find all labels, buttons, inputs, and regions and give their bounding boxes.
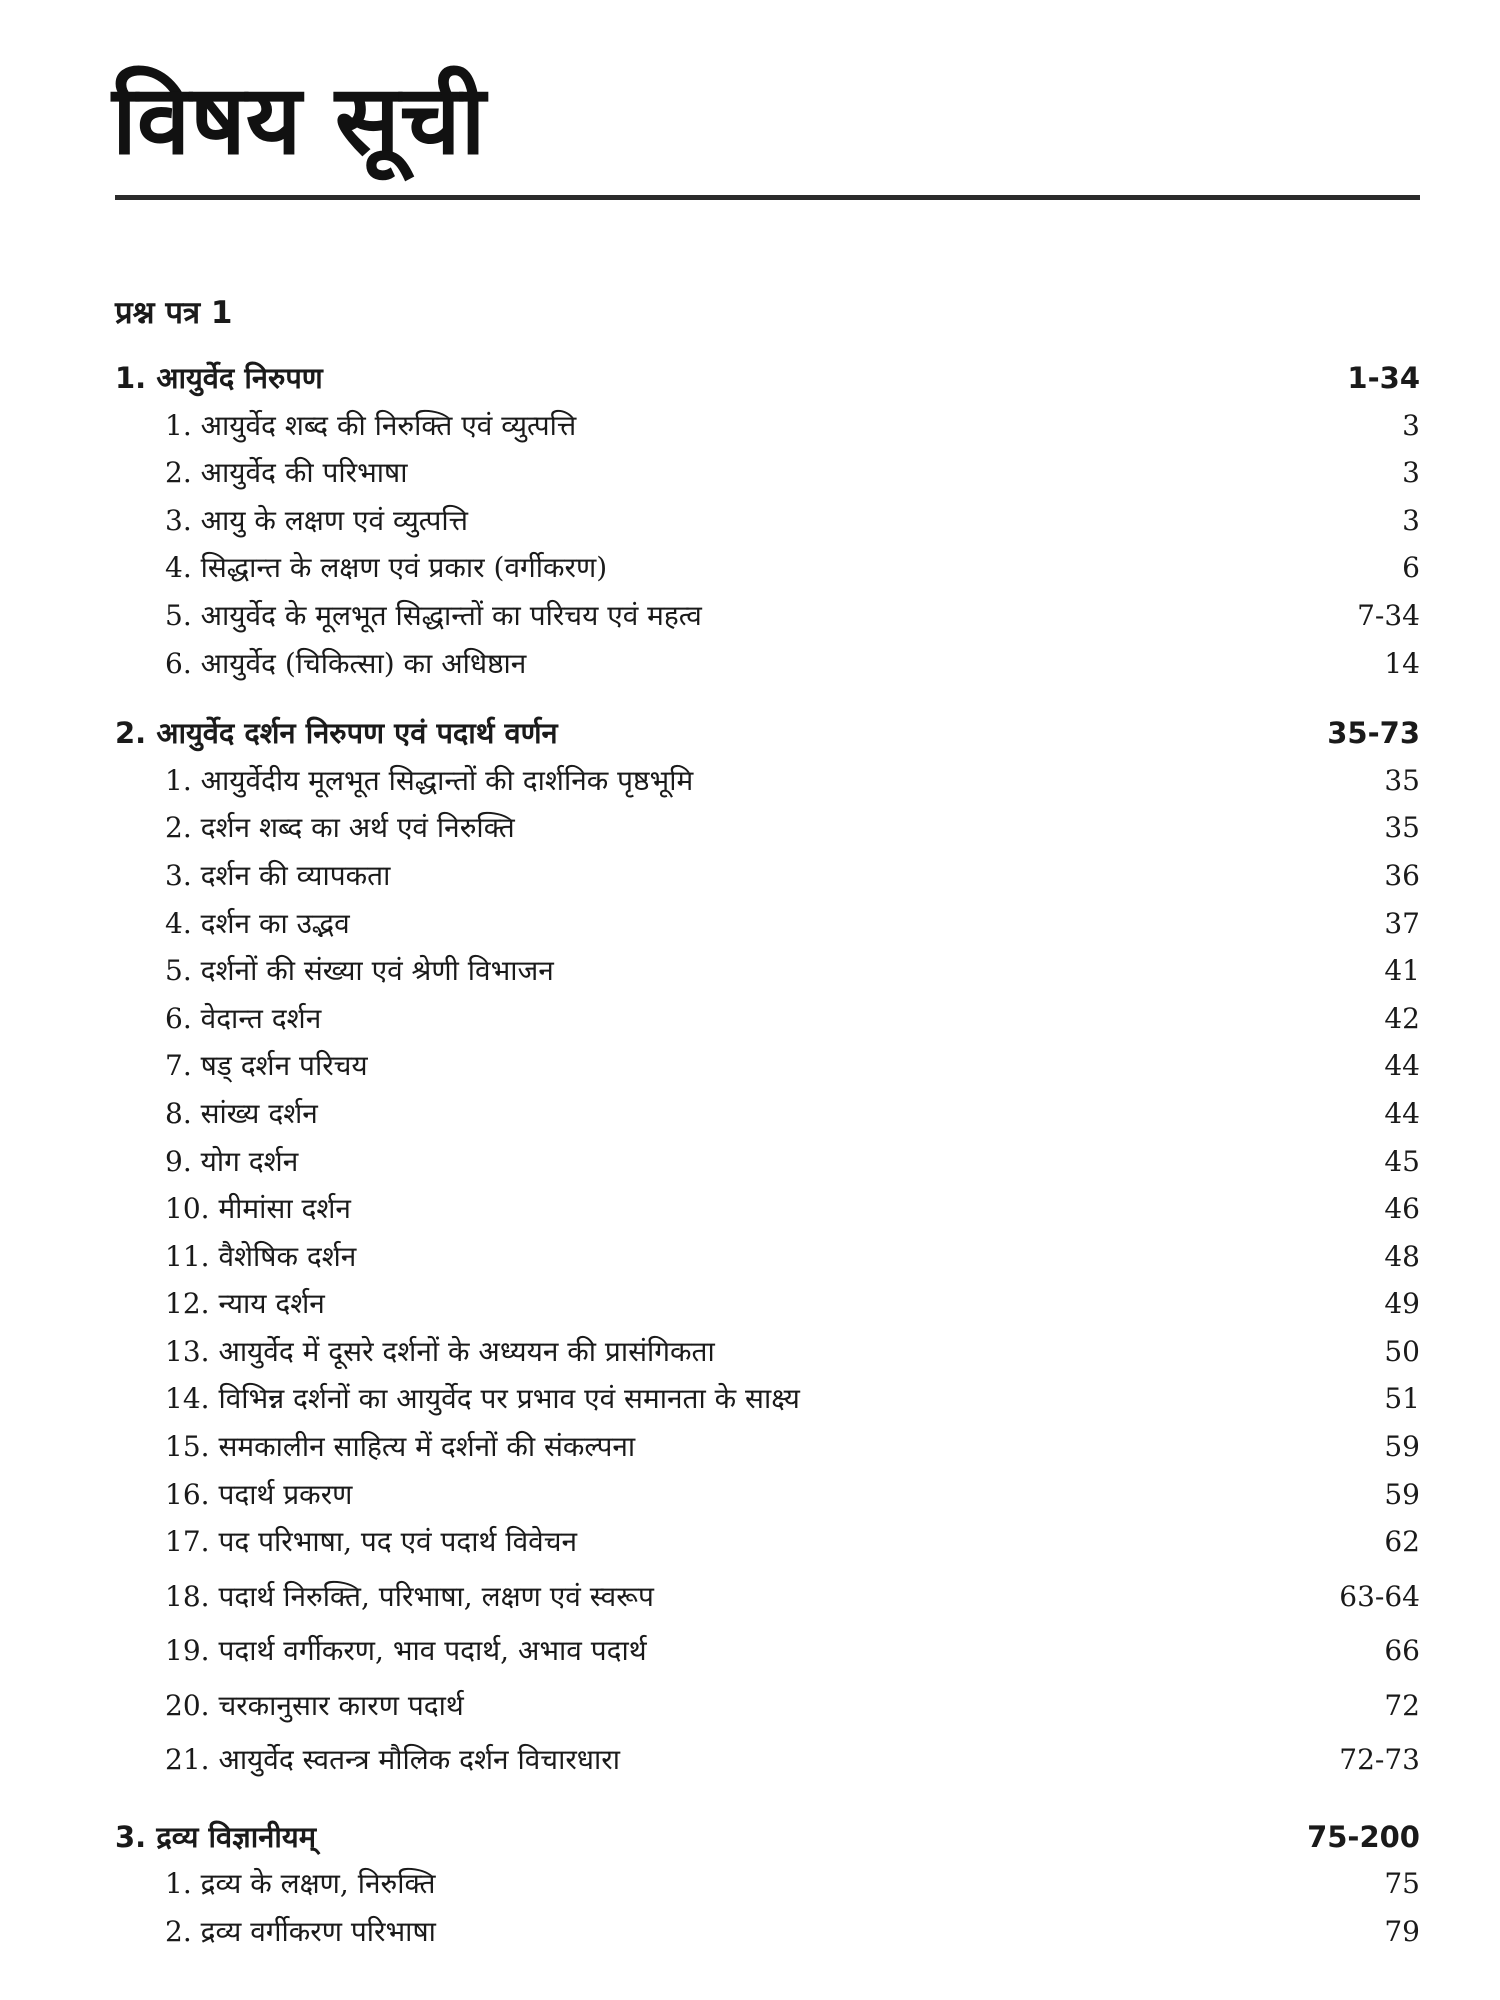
entry-pages: 59 (1384, 1477, 1420, 1511)
entry-title-text: वैशेषिक दर्शन (218, 1239, 357, 1273)
entry-number: 2. (165, 456, 192, 490)
toc-entry (115, 1740, 1420, 1795)
entry-pages: 46 (1384, 1192, 1420, 1226)
entry-number: 3. (165, 858, 192, 892)
entry-title (165, 1864, 435, 1902)
entry-title (165, 1237, 356, 1275)
entry-number: 3. (165, 503, 192, 537)
entry-title-text: पदार्थ वर्गीकरण, भाव पदार्थ, अभाव पदार्थ (218, 1634, 647, 1668)
toc-section-heading (115, 713, 1420, 761)
entry-pages: 48 (1384, 1239, 1420, 1273)
section-pages: 1-34 (1347, 361, 1420, 395)
entry-title (165, 808, 515, 846)
entry-title (165, 951, 554, 989)
entry-title-text: योग दर्शन (200, 1144, 299, 1178)
entry-pages: 14 (1384, 646, 1420, 680)
toc-entry (115, 1189, 1420, 1237)
entry-title (165, 644, 526, 682)
toc-entry (115, 453, 1420, 501)
entry-title (165, 1094, 318, 1132)
section-pages: 35-73 (1327, 716, 1420, 751)
paper-heading: प्रश्न पत्र 1 (115, 295, 233, 331)
entry-number: 1. (165, 763, 192, 797)
entry-pages: 36 (1384, 858, 1420, 892)
toc-entry (115, 1142, 1420, 1190)
toc-entry (115, 406, 1420, 454)
entry-title (165, 1379, 800, 1417)
entry-title-text: आयुर्वेदीय मूलभूत सिद्धान्तों की दार्शनिक पृष्ठभूमि (200, 763, 694, 797)
toc-entry (115, 1631, 1420, 1686)
entry-number: 12. (165, 1287, 210, 1321)
entry-title (165, 999, 321, 1037)
entry-pages: 62 (1384, 1525, 1420, 1559)
entry-title-text: दर्शन का उद्भव (200, 906, 350, 940)
entry-title (165, 761, 693, 799)
entry-title-text: आयुर्वेद की परिभाषा (200, 456, 408, 490)
entry-title-text: सांख्य दर्शन (200, 1096, 318, 1130)
entry-number: 7. (165, 1049, 192, 1083)
section-number: 3. (115, 1819, 147, 1854)
toc-entry (115, 1522, 1420, 1577)
entry-number: 2. (165, 811, 192, 845)
entry-title (165, 1912, 436, 1950)
toc-entry (115, 808, 1420, 856)
toc-entry (115, 951, 1420, 999)
toc-entry (115, 761, 1420, 809)
entry-number: 15. (165, 1430, 210, 1464)
entry-title (165, 1475, 352, 1513)
toc-entry (115, 1379, 1420, 1427)
entry-title (165, 501, 468, 539)
entry-number: 13. (165, 1334, 210, 1368)
toc-section (115, 358, 1420, 691)
entry-pages: 59 (1384, 1430, 1420, 1464)
entry-number: 1. (165, 1867, 192, 1901)
section-number: 2. (115, 716, 147, 751)
entry-title (165, 1046, 368, 1084)
entry-pages: 42 (1384, 1001, 1420, 1035)
section-title-text: आयुर्वेद निरुपण (156, 361, 323, 395)
entry-number: 14. (165, 1382, 210, 1416)
entry-title (165, 596, 702, 634)
entry-number: 17. (165, 1525, 210, 1559)
entry-number: 2. (165, 1914, 192, 1948)
entry-number: 8. (165, 1096, 192, 1130)
entry-title-text: पदार्थ प्रकरण (218, 1477, 353, 1511)
entry-title-text: मीमांसा दर्शन (218, 1192, 351, 1226)
entry-pages: 3 (1402, 456, 1420, 490)
entry-title (165, 1740, 620, 1778)
entry-pages: 79 (1384, 1914, 1420, 1948)
entry-pages: 72-73 (1339, 1743, 1420, 1777)
toc-entry (115, 1046, 1420, 1094)
entry-title-text: आयु के लक्षण एवं व्युत्पत्ति (200, 503, 468, 537)
toc-entry (115, 1237, 1420, 1285)
entry-number: 11. (165, 1239, 210, 1273)
entry-title (165, 1284, 325, 1322)
table-of-contents (115, 358, 1420, 1982)
entry-number: 9. (165, 1144, 192, 1178)
entry-title (165, 1332, 715, 1370)
section-title-text: द्रव्य विज्ञानीयम् (156, 1819, 317, 1854)
entry-title-text: पदार्थ निरुक्ति, परिभाषा, लक्षण एवं स्वरूप (218, 1579, 654, 1613)
toc-entry (115, 1427, 1420, 1475)
entry-title (165, 904, 350, 942)
toc-entry (115, 1864, 1420, 1912)
entry-title-text: द्रव्य वर्गीकरण परिभाषा (200, 1914, 436, 1948)
entry-number: 5. (165, 598, 192, 632)
section-title-text: आयुर्वेद दर्शन निरुपण एवं पदार्थ वर्णन (156, 716, 558, 751)
entry-pages: 35 (1384, 763, 1420, 797)
entry-title-text: आयुर्वेद (चिकित्सा) का अधिष्ठान (200, 646, 527, 680)
entry-pages: 63-64 (1339, 1579, 1420, 1613)
entry-title-text: दर्शन की व्यापकता (200, 858, 391, 892)
entry-pages: 44 (1384, 1049, 1420, 1083)
section-title (115, 713, 558, 752)
entry-title-text: पद परिभाषा, पद एवं पदार्थ विवेचन (218, 1525, 578, 1559)
toc-entry (115, 596, 1420, 644)
entry-number: 4. (165, 906, 192, 940)
entry-title (165, 1189, 351, 1227)
entry-number: 1. (165, 408, 192, 442)
entry-pages: 3 (1402, 503, 1420, 537)
entry-pages: 72 (1384, 1688, 1420, 1722)
entry-title-text: आयुर्वेद में दूसरे दर्शनों के अध्ययन की प्रासंगिकता (218, 1334, 715, 1368)
section-title (115, 1817, 316, 1856)
entry-number: 21. (165, 1743, 210, 1777)
toc-section-heading (115, 358, 1420, 406)
entry-number: 19. (165, 1634, 210, 1668)
toc-entry (115, 999, 1420, 1047)
entry-title-text: आयुर्वेद के मूलभूत सिद्धान्तों का परिचय एवं महत्व (200, 598, 702, 632)
entry-number: 10. (165, 1192, 210, 1226)
entry-number: 18. (165, 1579, 210, 1613)
entry-title-text: सिद्धान्त के लक्षण एवं प्रकार (वर्गीकरण) (200, 551, 608, 585)
entry-pages: 44 (1384, 1096, 1420, 1130)
toc-entry (115, 1284, 1420, 1332)
entry-title (165, 856, 390, 894)
toc-entry (115, 1475, 1420, 1523)
entry-number: 20. (165, 1688, 210, 1722)
section-number: 1. (115, 361, 147, 395)
toc-section (115, 713, 1420, 1795)
section-pages: 75-200 (1307, 1819, 1420, 1854)
entry-title-text: समकालीन साहित्य में दर्शनों की संकल्पना (218, 1430, 636, 1464)
toc-entry (115, 548, 1420, 596)
entry-title-text: द्रव्य के लक्षण, निरुक्ति (200, 1867, 436, 1901)
section-title (115, 358, 323, 397)
entry-title (165, 453, 407, 491)
toc-entry (115, 1912, 1420, 1960)
entry-title (165, 1631, 647, 1669)
entry-title-text: दर्शन शब्द का अर्थ एवं निरुक्ति (200, 811, 515, 845)
entry-pages: 45 (1384, 1144, 1420, 1178)
toc-entry (115, 501, 1420, 549)
toc-entry (115, 1332, 1420, 1380)
toc-entry (115, 1686, 1420, 1741)
entry-pages: 66 (1384, 1634, 1420, 1668)
entry-pages: 49 (1384, 1287, 1420, 1321)
entry-pages: 50 (1384, 1334, 1420, 1368)
entry-pages: 41 (1384, 954, 1420, 988)
entry-number: 5. (165, 954, 192, 988)
entry-pages: 3 (1402, 408, 1420, 442)
entry-title (165, 1427, 635, 1465)
entry-number: 6. (165, 1001, 192, 1035)
toc-section (115, 1817, 1420, 1960)
entry-title-text: न्याय दर्शन (218, 1287, 325, 1321)
entry-pages: 35 (1384, 811, 1420, 845)
entry-number: 4. (165, 551, 192, 585)
entry-title-text: वेदान्त दर्शन (200, 1001, 322, 1035)
toc-section-heading (115, 1817, 1420, 1865)
toc-entry (115, 644, 1420, 692)
toc-entry (115, 1094, 1420, 1142)
entry-number: 6. (165, 646, 192, 680)
entry-pages: 7-34 (1357, 598, 1420, 632)
title-divider (115, 195, 1420, 200)
entry-title (165, 1142, 298, 1180)
entry-pages: 37 (1384, 906, 1420, 940)
page-title: विषय सूची (112, 64, 486, 176)
entry-title-text: आयुर्वेद स्वतन्त्र मौलिक दर्शन विचारधारा (218, 1743, 620, 1777)
entry-number: 16. (165, 1477, 210, 1511)
toc-entry (115, 856, 1420, 904)
entry-pages: 6 (1402, 551, 1420, 585)
entry-title-text: चरकानुसार कारण पदार्थ (218, 1688, 464, 1722)
entry-title (165, 1577, 654, 1615)
entry-title-text: आयुर्वेद शब्द की निरुक्ति एवं व्युत्पत्ति (200, 408, 577, 442)
entry-title-text: षड् दर्शन परिचय (200, 1049, 368, 1083)
entry-title (165, 406, 576, 444)
entry-pages: 51 (1384, 1382, 1420, 1416)
entry-title (165, 1686, 464, 1724)
entry-title-text: विभिन्न दर्शनों का आयुर्वेद पर प्रभाव एवं समानता के साक्ष्य (218, 1382, 800, 1416)
entry-title-text: दर्शनों की संख्या एवं श्रेणी विभाजन (200, 954, 554, 988)
toc-entry (115, 1577, 1420, 1632)
entry-title (165, 1522, 577, 1560)
entry-pages: 75 (1384, 1867, 1420, 1901)
entry-title (165, 548, 607, 586)
toc-entry (115, 904, 1420, 952)
